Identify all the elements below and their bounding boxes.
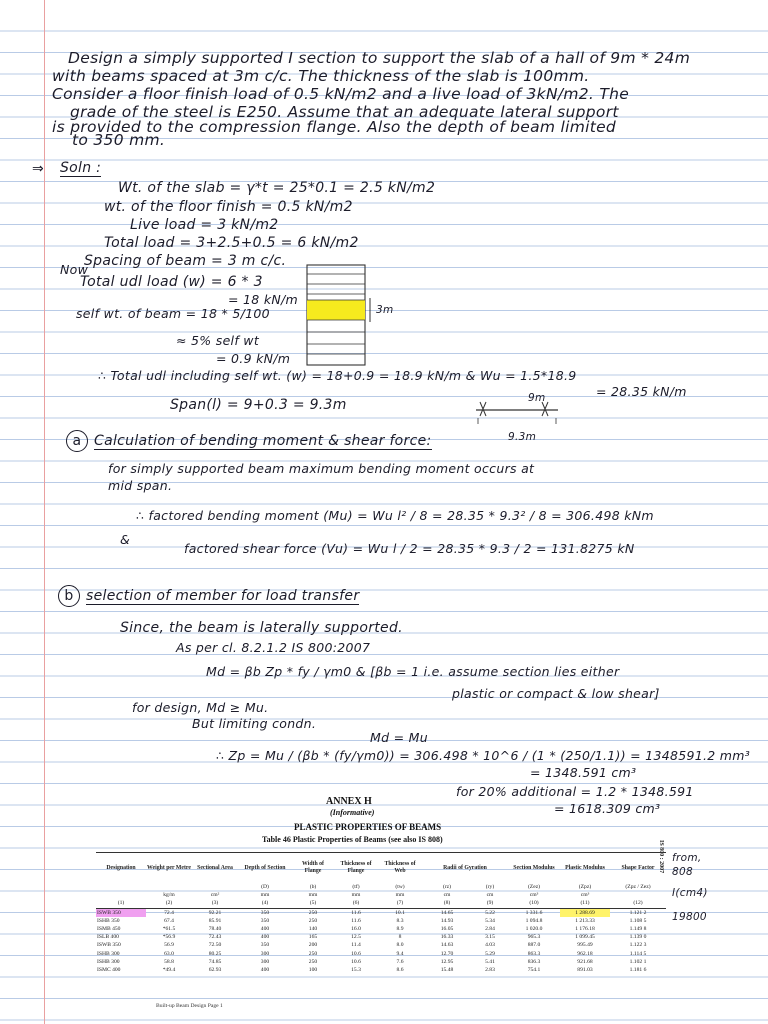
symbol-cell: (tf) — [352, 883, 360, 890]
span-sketch-top: 9m — [528, 392, 546, 404]
table-cell: 8.0 — [396, 942, 404, 949]
table-cell: 250 — [308, 917, 318, 924]
table-cell: ISLB 400 — [97, 934, 119, 941]
unit-cell: mm — [395, 891, 405, 898]
table-cell: 72.43 — [208, 934, 222, 941]
problem-line-1: Design a simply supported I section to support the slab of a hall of 9m * 24m — [68, 49, 691, 67]
number-cell: (1) — [96, 899, 146, 909]
unit-cell: mm — [260, 891, 270, 898]
now-label: Now — [60, 262, 89, 277]
table-cell: 1 094.8 — [525, 917, 543, 924]
col-header: Plastic Modulus — [560, 853, 610, 884]
table-cell: 12.70 — [440, 950, 454, 957]
table-cell: 250 — [308, 950, 318, 957]
symbol-cell — [96, 883, 146, 891]
table-cell: 11.6 — [351, 917, 361, 924]
table-cell: 1 288.69 — [560, 909, 610, 918]
symbol-cell: (Zpz) — [578, 883, 592, 890]
section-a-line-1: for simply supported beam maximum bending moment occurs at — [108, 461, 535, 476]
table-cell: 3.15 — [485, 934, 495, 941]
span-sketch — [470, 396, 570, 426]
number-cell: (12) — [610, 899, 666, 909]
table-cell: *56.9 — [162, 934, 176, 941]
table-cell: 10.6 — [351, 950, 361, 957]
unit-cell: mm — [308, 891, 318, 898]
symbol-cell: (Zpz / Zez) — [625, 883, 651, 890]
problem-line-4: grade of the steel is E250. Assume that an adequate lateral support — [70, 103, 619, 121]
col-header: Sectional Area — [192, 853, 238, 884]
table-cell: ISWB 350 — [97, 942, 121, 949]
table-row — [96, 966, 666, 974]
section-a-title: Calculation of bending moment & shear force: — [94, 433, 432, 449]
table-cell: 15.48 — [440, 966, 454, 973]
margin-from: from, — [672, 852, 702, 864]
unit-cell: cm² — [210, 891, 220, 898]
table-cell: 11.4 — [351, 942, 361, 949]
symbol-cell: (b) — [309, 883, 317, 890]
col-header: Depth of Section — [238, 853, 292, 884]
table-cell: 7.6 — [396, 958, 404, 965]
table-cell: 921.68 — [577, 958, 593, 965]
number-cell: (11) — [560, 899, 610, 909]
number-cell: (8) — [422, 899, 472, 909]
table-cell: 67.4 — [164, 917, 174, 924]
udl-line-1: Total udl load (w) = 6 * 3 — [80, 274, 263, 290]
table-cell: 14.93 — [440, 917, 454, 924]
self-weight-percent: ≈ 5% self wt — [176, 333, 260, 348]
table-cell: 16.05 — [440, 925, 454, 932]
table-row — [96, 909, 666, 918]
table-cell: 165 — [308, 934, 318, 941]
table-cell: 78.40 — [208, 925, 222, 932]
unit-cell: cm — [443, 891, 451, 898]
table-cell: 1.149 8 — [629, 925, 647, 932]
table-cell: ISMB 450 — [97, 925, 121, 932]
table-cell: 2.83 — [485, 966, 495, 973]
col-header: Weight per Metre — [146, 853, 192, 884]
table-cell: ISHB 300 — [97, 950, 120, 957]
table-cell: 10.1 — [395, 909, 405, 916]
number-cell: (6) — [334, 899, 378, 909]
table-cell: 863.3 — [527, 950, 541, 957]
section-b-line-1: Since, the beam is laterally supported. — [120, 620, 403, 636]
unit-cell — [96, 891, 146, 899]
table-header-row — [96, 853, 666, 884]
table-number-row — [96, 899, 666, 909]
col-header: Thickness of Flange — [334, 853, 378, 884]
col-header: Thickness of Web — [378, 853, 422, 884]
problem-line-5: is provided to the compression flange. Also the depth of beam limited — [52, 118, 617, 136]
number-cell: (9) — [472, 899, 508, 909]
col-header: Width of Flange — [292, 853, 334, 884]
table-cell: 16.0 — [351, 925, 361, 932]
table-cell: 12.5 — [351, 934, 361, 941]
table-cell: 250 — [308, 909, 318, 916]
table-cell: 9.4 — [396, 950, 404, 957]
table-cell: 1 099.45 — [575, 934, 595, 941]
unit-cell: kg/m — [163, 891, 175, 898]
table-cell: 62.93 — [208, 966, 222, 973]
table-cell: *61.5 — [162, 925, 176, 932]
factored-moment: ∴ factored bending moment (Mu) = Wu l² / 8 = 28.35 * 9.3² / 8 = 306.498 kNm — [136, 508, 654, 523]
col-header: Section Modulus — [508, 853, 560, 884]
table-cell: ISMC 400 — [97, 966, 121, 973]
table-cell: 92.21 — [208, 909, 222, 916]
symbol-cell: (D) — [261, 883, 269, 890]
col-header: Shape Factor — [610, 853, 666, 884]
md-equals-mu: Md = Mu — [370, 730, 428, 745]
table-cell: ISHB 350 — [97, 917, 120, 924]
number-cell: (3) — [192, 899, 238, 909]
unit-cell: cm³ — [580, 891, 590, 898]
number-cell: (2) — [146, 899, 192, 909]
zp-equation: ∴ Zp = Mu / (βb * (fy/γm0)) = 306.498 * 10^6 / (1 * (250/1.1)) = 1348591.2 mm³ — [216, 748, 751, 763]
number-cell: (10) — [508, 899, 560, 909]
page-footer: Built-up Beam Design Page 1 — [156, 1003, 223, 1009]
table-cell: 400 — [260, 925, 270, 932]
table-cell: 300 — [260, 958, 270, 965]
table-cell: 58.8 — [164, 958, 174, 965]
plastic-properties-table — [96, 852, 666, 975]
table-body — [96, 909, 666, 975]
col-header: Designation — [96, 853, 146, 884]
table-cell: 85.91 — [208, 917, 222, 924]
annex-subtitle: (Informative) — [330, 808, 375, 817]
table-cell: 1 331.6 — [525, 909, 543, 916]
symbol-cell — [192, 883, 238, 891]
table-row — [96, 917, 666, 925]
limiting-condition: But limiting condn. — [192, 716, 317, 731]
table-cell: 400 — [260, 966, 270, 973]
total-load: Total load = 3+2.5+0.5 = 6 kN/m2 — [104, 235, 359, 251]
table-cell: 14.63 — [440, 942, 454, 949]
table-cell: 14.65 — [440, 909, 454, 916]
section-a-letter: a — [66, 430, 88, 452]
symbol-cell: (Zez) — [527, 883, 541, 890]
table-row — [96, 934, 666, 942]
table-cell: 754.1 — [527, 966, 541, 973]
zp-cm3: = 1348.591 cm³ — [530, 765, 637, 780]
table-symbol-row — [96, 883, 666, 891]
table-cell: 836.3 — [527, 958, 541, 965]
table-cell: ISHB 300 — [97, 958, 120, 965]
table-cell: 995.49 — [577, 942, 593, 949]
table-unit-row — [96, 891, 666, 899]
table-cell: 10.6 — [351, 958, 361, 965]
table-cell: 1.108 5 — [629, 917, 647, 924]
udl-line-2: = 18 kN/m — [228, 292, 299, 307]
table-row — [96, 942, 666, 950]
beam-spacing: Spacing of beam = 3 m c/c. — [84, 253, 287, 269]
table-cell: 8.6 — [396, 966, 404, 973]
number-cell: (5) — [292, 899, 334, 909]
problem-line-2: with beams spaced at 3m c/c. The thickness of the slab is 100mm. — [52, 67, 590, 85]
table-cell: 1.181 6 — [629, 966, 647, 973]
slab-sketch-label: 3m — [376, 304, 394, 316]
table-cell: 100 — [308, 966, 318, 973]
table-cell: 72.4 — [164, 909, 174, 916]
unit-cell — [610, 891, 666, 899]
table-row — [96, 958, 666, 966]
self-weight-value: = 0.9 kN/m — [216, 351, 291, 366]
amp-symbol: & — [120, 532, 131, 547]
md-equation: Md = βb Zp * fy / γm0 & [βb = 1 i.e. assume section lies either — [206, 664, 620, 679]
table-cell: 1 176.18 — [575, 925, 595, 932]
design-condition: for design, Md ≥ Mu. — [132, 700, 269, 715]
table-cell: 80.25 — [208, 950, 222, 957]
table-cell: 1.102 1 — [629, 958, 647, 965]
section-b-heading — [58, 585, 359, 607]
table-cell: 300 — [260, 950, 270, 957]
zp-required: = 1618.309 cm³ — [554, 801, 661, 816]
table-row — [96, 925, 666, 933]
table-cell: 965.3 — [527, 934, 541, 941]
symbol-cell: (rz) — [442, 883, 452, 890]
number-cell: (4) — [238, 899, 292, 909]
table-cell: 63.0 — [164, 950, 174, 957]
table-cell: ISWB 350 — [96, 909, 146, 918]
problem-line-6: to 350 mm. — [72, 131, 166, 149]
table-cell: 887.0 — [527, 942, 541, 949]
standard-side-text: IS 800 : 2007 — [658, 840, 664, 874]
section-a-line-2: mid span. — [108, 478, 173, 493]
slab-sketch — [300, 262, 380, 372]
table-cell: 891.03 — [577, 966, 593, 973]
table-cell: 1.139 0 — [629, 934, 647, 941]
table-title: Table 46 Plastic Properties of Beams (see also IS 808) — [262, 835, 443, 844]
table-cell: 4.03 — [485, 942, 495, 949]
unit-cell: cm — [486, 891, 494, 898]
table-row — [96, 950, 666, 958]
table-cell: 350 — [260, 917, 270, 924]
live-load: Live load = 3 kN/m2 — [130, 217, 279, 233]
wu-result: = 28.35 kN/m — [596, 384, 687, 399]
factored-shear: factored shear force (Vu) = Wu l / 2 = 28.35 * 9.3 / 2 = 131.8275 kN — [184, 541, 635, 556]
margin-inertia: I(cm4) — [672, 887, 708, 899]
col-header: Radii of Gyration — [422, 853, 508, 884]
table-cell: 200 — [308, 942, 318, 949]
symbol-cell: (ry) — [485, 883, 495, 890]
table-cell: 1.121 2 — [629, 909, 647, 916]
table-cell: 16.33 — [440, 934, 454, 941]
table-cell: 1.122 3 — [629, 942, 647, 949]
margin-code: 808 — [672, 866, 693, 878]
table-cell: 8 — [398, 934, 402, 941]
margin-value: 19800 — [672, 911, 707, 923]
unit-cell: cm³ — [529, 891, 539, 898]
table-cell: 250 — [308, 958, 318, 965]
table-cell: 1 020.0 — [525, 925, 543, 932]
table-cell: 72.50 — [208, 942, 222, 949]
section-b-line-2: As per cl. 8.2.1.2 IS 800:2007 — [176, 640, 371, 655]
table-cell: 5.41 — [485, 958, 495, 965]
table-cell: 8.9 — [396, 925, 404, 932]
total-udl: ∴ Total udl including self wt. (w) = 18+0.9 = 18.9 kN/m & Wu = 1.5*18.9 — [98, 368, 577, 383]
table-cell: 350 — [260, 909, 270, 916]
number-cell: (7) — [378, 899, 422, 909]
table-cell: 56.9 — [164, 942, 174, 949]
section-a-heading — [66, 430, 432, 452]
self-weight-line: self wt. of beam = 18 * 5/100 — [76, 306, 270, 321]
md-note: plastic or compact & low shear] — [452, 686, 660, 701]
table-cell: 1 213.33 — [575, 917, 595, 924]
table-cell: 11.6 — [351, 909, 361, 916]
table-cell: 5.34 — [485, 917, 495, 924]
section-b-title: selection of member for load transfer — [86, 588, 360, 604]
margin-line — [44, 0, 45, 1024]
section-b-letter: b — [58, 585, 80, 607]
table-cell: 15.3 — [351, 966, 361, 973]
table-cell: 74.85 — [208, 958, 222, 965]
unit-cell: mm — [351, 891, 361, 898]
symbol-cell: (tw) — [395, 883, 405, 890]
table-cell: 5.29 — [485, 950, 495, 957]
table-cell: 1.114 5 — [629, 950, 647, 957]
table-cell: 140 — [308, 925, 318, 932]
annex-title: ANNEX H — [326, 796, 372, 807]
symbol-cell — [146, 883, 192, 891]
table-cell: 962.18 — [577, 950, 593, 957]
table-cell: 5.22 — [485, 909, 495, 916]
problem-line-3: Consider a floor finish load of 0.5 kN/m2 and a live load of 3kN/m2. The — [52, 85, 630, 103]
slab-weight: Wt. of the slab = γ*t = 25*0.1 = 2.5 kN/m2 — [118, 180, 436, 196]
table-cell: 2.84 — [485, 925, 495, 932]
solution-arrow: ⇒ — [32, 161, 45, 177]
table-cell: 400 — [260, 934, 270, 941]
table-cell: 8.3 — [396, 917, 404, 924]
span-sketch-bottom: 9.3m — [508, 431, 537, 443]
table-cell: *49.4 — [162, 966, 176, 973]
span: Span(l) = 9+0.3 = 9.3m — [170, 397, 347, 413]
table-cell: 12.95 — [440, 958, 454, 965]
additional-20: for 20% additional = 1.2 * 1348.591 — [456, 784, 694, 799]
annex-heading: PLASTIC PROPERTIES OF BEAMS — [294, 822, 442, 832]
solution-heading: Soln : — [60, 160, 102, 176]
floor-finish: wt. of the floor finish = 0.5 kN/m2 — [104, 199, 353, 215]
table-cell: 350 — [260, 942, 270, 949]
